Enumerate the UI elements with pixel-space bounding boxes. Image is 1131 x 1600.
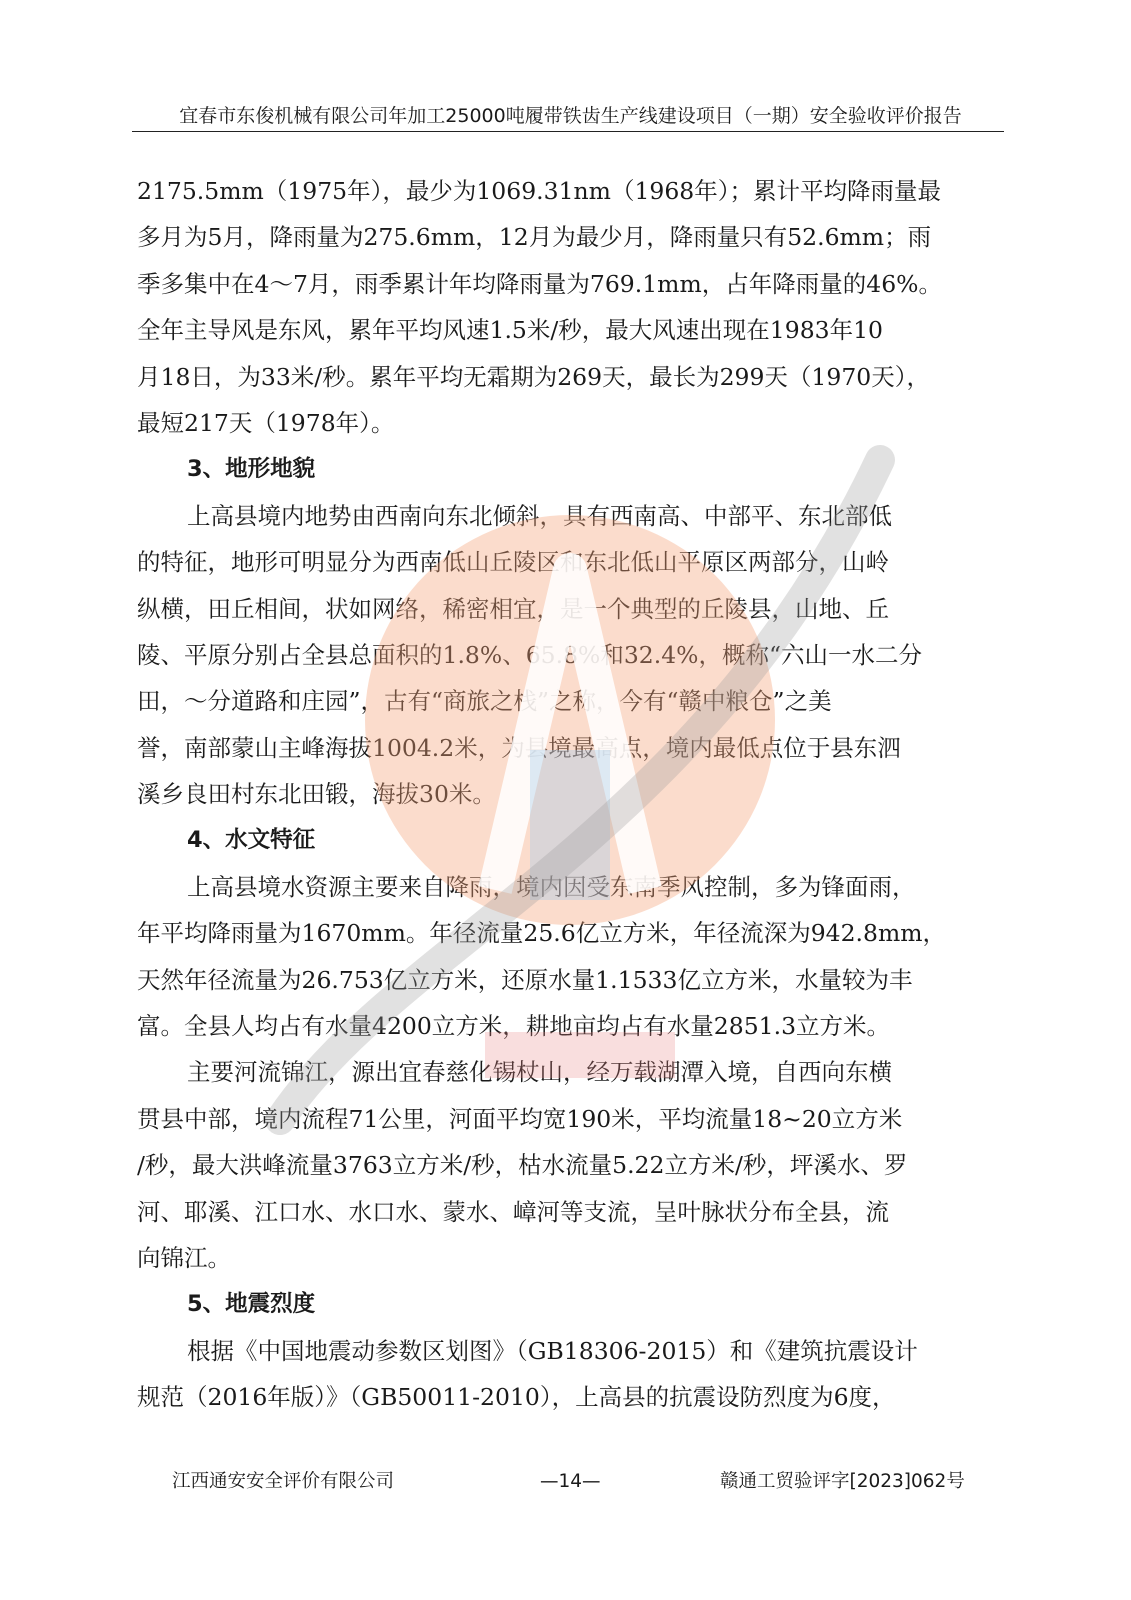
section-heading-terrain: 3、地形地貌 — [187, 456, 316, 483]
body-line: 根据《中国地震动参数区划图》（GB18306-2015）和《建筑抗震设计 — [187, 1336, 918, 1365]
body-line: 季多集中在4～7月，雨季累计年均降雨量为769.1mm，占年降雨量的46%。 — [137, 269, 942, 298]
body-line: 的特征，地形可明显分为西南低山丘陵区和东北低山平原区两部分，山岭 — [137, 548, 889, 577]
body-line: 最短217天（1978年）。 — [137, 408, 395, 437]
body-line: 天然年径流量为26.753亿立方米，还原水量1.1533亿立方米，水量较为丰 — [137, 965, 913, 994]
body-line: 誉，南部蒙山主峰海拔1004.2米，为县境最高点，境内最低点位于县东泗 — [137, 733, 901, 762]
body-line: 年平均降雨量为1670mm。年径流量25.6亿立方米，年径流深为942.8mm， — [137, 919, 947, 948]
body-line: 主要河流锦江，源出宜春慈化锡杖山，经万载湖潭入境，自西向东横 — [187, 1058, 892, 1087]
header-divider — [132, 131, 1004, 132]
body-line: 月18日，为33米/秒。累年平均无霜期为269天，最长为299天（1970天）， — [137, 362, 930, 391]
body-text — [137, 168, 1007, 1421]
body-line: 多月为5月，降雨量为275.6mm，12月为最少月，降雨量只有52.6mm；雨 — [137, 223, 932, 252]
section-heading-hydrology: 4、水文特征 — [187, 827, 316, 854]
body-line: 河、耶溪、江口水、水口水、蒙水、嶂河等支流，呈叶脉状分布全县，流 — [137, 1197, 889, 1226]
footer-company: 江西通安安全评价有限公司 — [172, 1471, 395, 1492]
footer-document-number: 赣通工贸验评字[2023]062号 — [720, 1471, 965, 1492]
body-line: 田，～分道路和庄园”，古有“商旅之栈”之称，今有“赣中粮仓”之美 — [137, 687, 832, 716]
footer-page-number: —14— — [540, 1471, 601, 1492]
body-line: 全年主导风是东风，累年平均风速1.5米/秒，最大风速出现在1983年10 — [137, 316, 883, 345]
body-line: 溪乡良田村东北田锻，海拔30米。 — [137, 780, 496, 809]
body-line: 纵横，田丘相间，状如网络，稀密相宜，是一个典型的丘陵县，山地、丘 — [137, 594, 889, 623]
body-line: 规范（2016年版）》（GB50011-2010），上高县的抗震设防烈度为6度， — [137, 1383, 896, 1412]
body-line: 富。全县人均占有水量4200立方米，耕地亩均占有水量2851.3立方米。 — [137, 1012, 891, 1041]
body-line: 上高县境内地势由西南向东北倾斜，具有西南高、中部平、东北部低 — [187, 501, 892, 530]
body-line: 贯县中部，境内流程71公里，河面平均宽190米，平均流量18~20立方米 — [137, 1104, 903, 1133]
body-line: 陵、平原分别占全县总面积的1.8%、65.8%和32.4%，概称“六山一水二分 — [137, 640, 923, 669]
page-header-title: 宜春市东俊机械有限公司年加工25000吨履带铁齿生产线建设项目（一期）安全验收评价报告 — [179, 105, 962, 127]
body-line: /秒，最大洪峰流量3763立方米/秒，枯水流量5.22立方米/秒，坪溪水、罗 — [137, 1151, 908, 1180]
body-line: 2175.5mm（1975年），最少为1069.31nm（1968年）；累计平均降雨量最 — [137, 177, 942, 205]
body-line: 向锦江。 — [137, 1243, 231, 1272]
section-heading-seismic: 5、地震烈度 — [187, 1291, 316, 1318]
body-line: 上高县境水资源主要来自降雨，境内因受东南季风控制，多为锋面雨， — [187, 872, 916, 901]
